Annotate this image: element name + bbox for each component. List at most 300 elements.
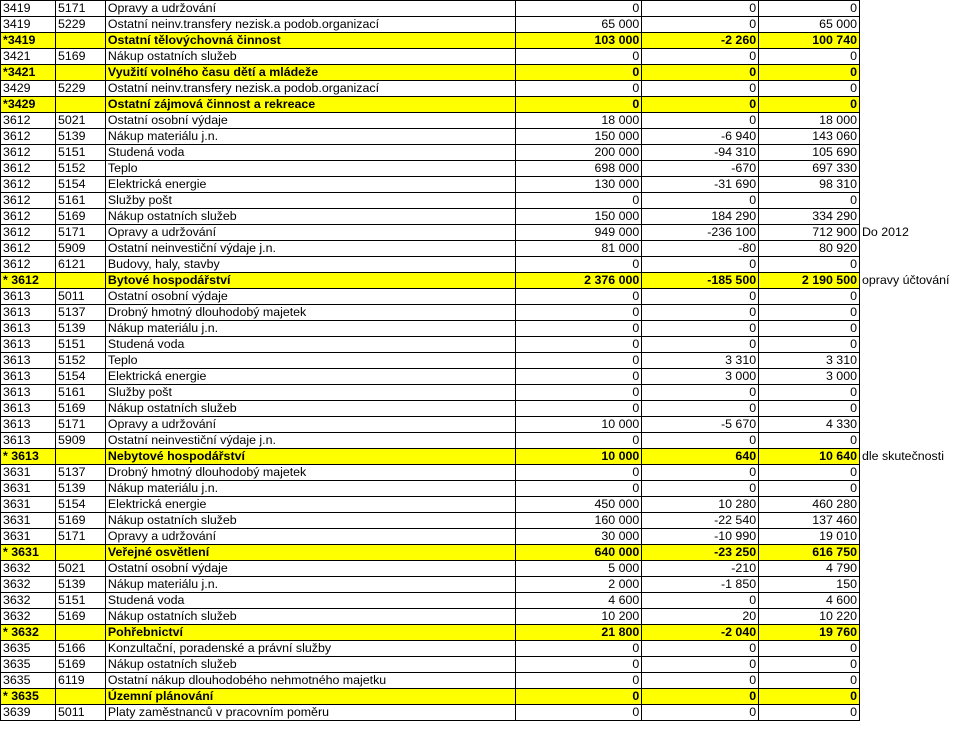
adjusted-budget-cell[interactable]: 0 bbox=[759, 465, 860, 481]
description-cell[interactable]: Ostatní neinv.transfery nezisk.a podob.organizací bbox=[105, 17, 515, 33]
change-cell[interactable]: 0 bbox=[642, 257, 759, 273]
description-cell[interactable]: Ostatní neinvestiční výdaje j.n. bbox=[105, 241, 515, 257]
change-cell[interactable]: 10 280 bbox=[642, 497, 759, 513]
item-code-cell[interactable]: 5151 bbox=[55, 593, 105, 609]
item-code-cell[interactable] bbox=[55, 625, 105, 641]
budget-cell[interactable]: 10 000 bbox=[515, 449, 642, 465]
description-cell[interactable]: Ostatní osobní výdaje bbox=[105, 289, 515, 305]
adjusted-budget-cell[interactable]: 65 000 bbox=[759, 17, 860, 33]
note-cell[interactable] bbox=[859, 369, 959, 385]
note-cell[interactable] bbox=[859, 49, 959, 65]
item-code-cell[interactable] bbox=[55, 65, 105, 81]
description-cell[interactable]: Nákup ostatních služeb bbox=[105, 401, 515, 417]
note-cell[interactable] bbox=[859, 545, 959, 561]
description-cell[interactable]: Pohřebnictví bbox=[105, 625, 515, 641]
description-cell[interactable]: Ostatní tělovýchovná činnost bbox=[105, 33, 515, 49]
adjusted-budget-cell[interactable]: 0 bbox=[759, 321, 860, 337]
description-cell[interactable]: Služby pošt bbox=[105, 193, 515, 209]
adjusted-budget-cell[interactable]: 80 920 bbox=[759, 241, 860, 257]
change-cell[interactable]: 0 bbox=[642, 673, 759, 689]
adjusted-budget-cell[interactable]: 0 bbox=[759, 97, 860, 113]
item-code-cell[interactable]: 5152 bbox=[55, 161, 105, 177]
budget-cell[interactable]: 0 bbox=[515, 337, 642, 353]
note-cell[interactable] bbox=[859, 177, 959, 193]
change-cell[interactable]: 20 bbox=[642, 609, 759, 625]
adjusted-budget-cell[interactable]: 98 310 bbox=[759, 177, 860, 193]
budget-cell[interactable]: 640 000 bbox=[515, 545, 642, 561]
budget-cell[interactable]: 30 000 bbox=[515, 529, 642, 545]
description-cell[interactable]: Elektrická energie bbox=[105, 177, 515, 193]
change-cell[interactable]: -670 bbox=[642, 161, 759, 177]
budget-cell[interactable]: 18 000 bbox=[515, 113, 642, 129]
budget-cell[interactable]: 0 bbox=[515, 369, 642, 385]
item-code-cell[interactable]: 5011 bbox=[55, 705, 105, 721]
change-cell[interactable]: -94 310 bbox=[642, 145, 759, 161]
adjusted-budget-cell[interactable]: 0 bbox=[759, 305, 860, 321]
note-cell[interactable] bbox=[859, 433, 959, 449]
note-cell[interactable] bbox=[859, 161, 959, 177]
note-cell[interactable] bbox=[859, 385, 959, 401]
budget-cell[interactable]: 4 600 bbox=[515, 593, 642, 609]
budget-cell[interactable]: 0 bbox=[515, 353, 642, 369]
note-cell[interactable] bbox=[859, 401, 959, 417]
budget-cell[interactable]: 0 bbox=[515, 49, 642, 65]
paragraph-code-cell[interactable]: *3419 bbox=[1, 33, 56, 49]
item-code-cell[interactable]: 5171 bbox=[55, 417, 105, 433]
change-cell[interactable]: -31 690 bbox=[642, 177, 759, 193]
paragraph-code-cell[interactable]: 3419 bbox=[1, 1, 56, 17]
description-cell[interactable]: Nákup materiálu j.n. bbox=[105, 321, 515, 337]
item-code-cell[interactable]: 5169 bbox=[55, 609, 105, 625]
change-cell[interactable]: -1 850 bbox=[642, 577, 759, 593]
change-cell[interactable]: 640 bbox=[642, 449, 759, 465]
paragraph-code-cell[interactable]: * 3613 bbox=[1, 449, 56, 465]
budget-cell[interactable]: 150 000 bbox=[515, 129, 642, 145]
note-cell[interactable] bbox=[859, 321, 959, 337]
change-cell[interactable]: -6 940 bbox=[642, 129, 759, 145]
note-cell[interactable] bbox=[859, 353, 959, 369]
budget-cell[interactable]: 150 000 bbox=[515, 209, 642, 225]
description-cell[interactable]: Konzultační, poradenské a právní služby bbox=[105, 641, 515, 657]
description-cell[interactable]: Studená voda bbox=[105, 145, 515, 161]
change-cell[interactable]: -5 670 bbox=[642, 417, 759, 433]
adjusted-budget-cell[interactable]: 4 790 bbox=[759, 561, 860, 577]
description-cell[interactable]: Využití volného času dětí a mládeže bbox=[105, 65, 515, 81]
budget-cell[interactable]: 160 000 bbox=[515, 513, 642, 529]
adjusted-budget-cell[interactable]: 100 740 bbox=[759, 33, 860, 49]
paragraph-code-cell[interactable]: 3419 bbox=[1, 17, 56, 33]
item-code-cell[interactable]: 5169 bbox=[55, 401, 105, 417]
budget-cell[interactable]: 130 000 bbox=[515, 177, 642, 193]
change-cell[interactable]: 0 bbox=[642, 289, 759, 305]
change-cell[interactable]: 0 bbox=[642, 305, 759, 321]
change-cell[interactable]: -210 bbox=[642, 561, 759, 577]
paragraph-code-cell[interactable]: * 3631 bbox=[1, 545, 56, 561]
paragraph-code-cell[interactable]: 3613 bbox=[1, 289, 56, 305]
note-cell[interactable] bbox=[859, 209, 959, 225]
budget-cell[interactable]: 0 bbox=[515, 289, 642, 305]
item-code-cell[interactable] bbox=[55, 545, 105, 561]
paragraph-code-cell[interactable]: 3612 bbox=[1, 161, 56, 177]
item-code-cell[interactable]: 5169 bbox=[55, 49, 105, 65]
change-cell[interactable]: 0 bbox=[642, 65, 759, 81]
budget-cell[interactable]: 0 bbox=[515, 97, 642, 113]
paragraph-code-cell[interactable]: 3613 bbox=[1, 433, 56, 449]
description-cell[interactable]: Elektrická energie bbox=[105, 369, 515, 385]
adjusted-budget-cell[interactable]: 0 bbox=[759, 193, 860, 209]
description-cell[interactable]: Ostatní zájmová činnost a rekreace bbox=[105, 97, 515, 113]
adjusted-budget-cell[interactable]: 616 750 bbox=[759, 545, 860, 561]
note-cell[interactable] bbox=[859, 241, 959, 257]
item-code-cell[interactable] bbox=[55, 273, 105, 289]
note-cell[interactable] bbox=[859, 417, 959, 433]
paragraph-code-cell[interactable]: 3612 bbox=[1, 209, 56, 225]
item-code-cell[interactable]: 5161 bbox=[55, 385, 105, 401]
paragraph-code-cell[interactable]: * 3635 bbox=[1, 689, 56, 705]
budget-cell[interactable]: 0 bbox=[515, 305, 642, 321]
adjusted-budget-cell[interactable]: 0 bbox=[759, 289, 860, 305]
item-code-cell[interactable]: 5139 bbox=[55, 481, 105, 497]
paragraph-code-cell[interactable]: *3421 bbox=[1, 65, 56, 81]
item-code-cell[interactable] bbox=[55, 97, 105, 113]
paragraph-code-cell[interactable]: 3613 bbox=[1, 353, 56, 369]
paragraph-code-cell[interactable]: 3613 bbox=[1, 337, 56, 353]
adjusted-budget-cell[interactable]: 0 bbox=[759, 401, 860, 417]
description-cell[interactable]: Služby pošt bbox=[105, 385, 515, 401]
budget-cell[interactable]: 103 000 bbox=[515, 33, 642, 49]
budget-cell[interactable]: 0 bbox=[515, 193, 642, 209]
description-cell[interactable]: Studená voda bbox=[105, 593, 515, 609]
adjusted-budget-cell[interactable]: 150 bbox=[759, 577, 860, 593]
budget-cell[interactable]: 0 bbox=[515, 641, 642, 657]
adjusted-budget-cell[interactable]: 0 bbox=[759, 689, 860, 705]
change-cell[interactable]: -22 540 bbox=[642, 513, 759, 529]
item-code-cell[interactable]: 5171 bbox=[55, 1, 105, 17]
budget-cell[interactable]: 0 bbox=[515, 657, 642, 673]
note-cell[interactable] bbox=[859, 145, 959, 161]
note-cell[interactable] bbox=[859, 657, 959, 673]
description-cell[interactable]: Drobný hmotný dlouhodobý majetek bbox=[105, 465, 515, 481]
item-code-cell[interactable]: 5137 bbox=[55, 305, 105, 321]
note-cell[interactable] bbox=[859, 81, 959, 97]
paragraph-code-cell[interactable]: 3613 bbox=[1, 369, 56, 385]
description-cell[interactable]: Územní plánování bbox=[105, 689, 515, 705]
note-cell[interactable] bbox=[859, 305, 959, 321]
budget-cell[interactable]: 0 bbox=[515, 65, 642, 81]
item-code-cell[interactable] bbox=[55, 689, 105, 705]
budget-cell[interactable]: 2 000 bbox=[515, 577, 642, 593]
paragraph-code-cell[interactable]: 3613 bbox=[1, 385, 56, 401]
adjusted-budget-cell[interactable]: 18 000 bbox=[759, 113, 860, 129]
paragraph-code-cell[interactable]: 3612 bbox=[1, 113, 56, 129]
paragraph-code-cell[interactable]: 3631 bbox=[1, 481, 56, 497]
description-cell[interactable]: Budovy, haly, stavby bbox=[105, 257, 515, 273]
note-cell[interactable] bbox=[859, 289, 959, 305]
budget-cell[interactable]: 200 000 bbox=[515, 145, 642, 161]
note-cell[interactable] bbox=[859, 497, 959, 513]
budget-cell[interactable]: 65 000 bbox=[515, 17, 642, 33]
description-cell[interactable]: Nákup ostatních služeb bbox=[105, 657, 515, 673]
note-cell[interactable] bbox=[859, 1, 959, 17]
note-cell[interactable] bbox=[859, 481, 959, 497]
adjusted-budget-cell[interactable]: 4 600 bbox=[759, 593, 860, 609]
change-cell[interactable]: -80 bbox=[642, 241, 759, 257]
budget-cell[interactable]: 0 bbox=[515, 689, 642, 705]
item-code-cell[interactable]: 5151 bbox=[55, 145, 105, 161]
budget-cell[interactable]: 949 000 bbox=[515, 225, 642, 241]
note-cell[interactable] bbox=[859, 673, 959, 689]
note-cell[interactable]: dle skutečnosti bbox=[861, 449, 944, 463]
description-cell[interactable]: Elektrická energie bbox=[105, 497, 515, 513]
budget-cell[interactable]: 0 bbox=[515, 1, 642, 17]
note-cell[interactable]: opravy účtování bbox=[861, 273, 950, 287]
change-cell[interactable]: 0 bbox=[642, 1, 759, 17]
change-cell[interactable]: -10 990 bbox=[642, 529, 759, 545]
item-code-cell[interactable]: 5169 bbox=[55, 209, 105, 225]
description-cell[interactable]: Ostatní neinvestiční výdaje j.n. bbox=[105, 433, 515, 449]
description-cell[interactable]: Platy zaměstnanců v pracovním poměru bbox=[105, 705, 515, 721]
change-cell[interactable]: 0 bbox=[642, 385, 759, 401]
paragraph-code-cell[interactable]: 3632 bbox=[1, 561, 56, 577]
description-cell[interactable]: Ostatní nákup dlouhodobého nehmotného majetku bbox=[105, 673, 515, 689]
change-cell[interactable]: 0 bbox=[642, 433, 759, 449]
description-cell[interactable]: Ostatní neinv.transfery nezisk.a podob.organizací bbox=[105, 81, 515, 97]
change-cell[interactable]: 3 310 bbox=[642, 353, 759, 369]
change-cell[interactable]: 0 bbox=[642, 705, 759, 721]
change-cell[interactable]: -236 100 bbox=[642, 225, 759, 241]
adjusted-budget-cell[interactable]: 0 bbox=[759, 257, 860, 273]
description-cell[interactable]: Nebytové hospodářství bbox=[105, 449, 515, 465]
budget-cell[interactable]: 0 bbox=[515, 385, 642, 401]
change-cell[interactable]: 0 bbox=[642, 81, 759, 97]
adjusted-budget-cell[interactable]: 2 190 500 bbox=[759, 273, 860, 289]
item-code-cell[interactable]: 5152 bbox=[55, 353, 105, 369]
description-cell[interactable]: Ostatní osobní výdaje bbox=[105, 561, 515, 577]
paragraph-code-cell[interactable]: 3635 bbox=[1, 657, 56, 673]
note-cell[interactable] bbox=[859, 641, 959, 657]
description-cell[interactable]: Nákup materiálu j.n. bbox=[105, 481, 515, 497]
adjusted-budget-cell[interactable]: 334 290 bbox=[759, 209, 860, 225]
paragraph-code-cell[interactable]: 3632 bbox=[1, 577, 56, 593]
item-code-cell[interactable] bbox=[55, 33, 105, 49]
change-cell[interactable]: 0 bbox=[642, 641, 759, 657]
paragraph-code-cell[interactable]: 3612 bbox=[1, 145, 56, 161]
adjusted-budget-cell[interactable]: 0 bbox=[759, 481, 860, 497]
adjusted-budget-cell[interactable]: 0 bbox=[759, 641, 860, 657]
paragraph-code-cell[interactable]: 3613 bbox=[1, 321, 56, 337]
budget-cell[interactable]: 21 800 bbox=[515, 625, 642, 641]
adjusted-budget-cell[interactable]: 712 900 bbox=[759, 225, 860, 241]
item-code-cell[interactable]: 5171 bbox=[55, 225, 105, 241]
item-code-cell[interactable]: 6121 bbox=[55, 257, 105, 273]
paragraph-code-cell[interactable]: 3612 bbox=[1, 241, 56, 257]
paragraph-code-cell[interactable]: 3612 bbox=[1, 129, 56, 145]
change-cell[interactable]: -2 260 bbox=[642, 33, 759, 49]
paragraph-code-cell[interactable]: 3612 bbox=[1, 177, 56, 193]
paragraph-code-cell[interactable]: 3429 bbox=[1, 81, 56, 97]
description-cell[interactable]: Opravy a udržování bbox=[105, 1, 515, 17]
item-code-cell[interactable]: 5229 bbox=[55, 17, 105, 33]
paragraph-code-cell[interactable]: 3612 bbox=[1, 193, 56, 209]
note-cell[interactable] bbox=[859, 625, 959, 641]
adjusted-budget-cell[interactable]: 0 bbox=[759, 385, 860, 401]
paragraph-code-cell[interactable]: 3613 bbox=[1, 305, 56, 321]
note-cell[interactable] bbox=[859, 609, 959, 625]
change-cell[interactable]: 0 bbox=[642, 113, 759, 129]
item-code-cell[interactable]: 5169 bbox=[55, 513, 105, 529]
item-code-cell[interactable]: 5139 bbox=[55, 129, 105, 145]
item-code-cell[interactable]: 5021 bbox=[55, 561, 105, 577]
note-cell[interactable] bbox=[859, 97, 959, 113]
description-cell[interactable]: Nákup ostatních služeb bbox=[105, 49, 515, 65]
change-cell[interactable]: 0 bbox=[642, 49, 759, 65]
paragraph-code-cell[interactable]: 3421 bbox=[1, 49, 56, 65]
note-cell[interactable] bbox=[859, 113, 959, 129]
adjusted-budget-cell[interactable]: 0 bbox=[759, 673, 860, 689]
change-cell[interactable]: 0 bbox=[642, 465, 759, 481]
budget-cell[interactable]: 10 200 bbox=[515, 609, 642, 625]
adjusted-budget-cell[interactable]: 0 bbox=[759, 65, 860, 81]
description-cell[interactable]: Drobný hmotný dlouhodobý majetek bbox=[105, 305, 515, 321]
item-code-cell[interactable]: 5909 bbox=[55, 433, 105, 449]
change-cell[interactable]: 0 bbox=[642, 321, 759, 337]
item-code-cell[interactable]: 5154 bbox=[55, 177, 105, 193]
note-cell[interactable]: Do 2012 bbox=[861, 225, 909, 239]
budget-cell[interactable]: 5 000 bbox=[515, 561, 642, 577]
budget-cell[interactable]: 2 376 000 bbox=[515, 273, 642, 289]
note-cell[interactable] bbox=[859, 705, 959, 721]
adjusted-budget-cell[interactable]: 137 460 bbox=[759, 513, 860, 529]
description-cell[interactable]: Veřejné osvětlení bbox=[105, 545, 515, 561]
description-cell[interactable]: Teplo bbox=[105, 353, 515, 369]
budget-cell[interactable]: 0 bbox=[515, 321, 642, 337]
paragraph-code-cell[interactable]: 3631 bbox=[1, 497, 56, 513]
adjusted-budget-cell[interactable]: 0 bbox=[759, 705, 860, 721]
change-cell[interactable]: 0 bbox=[642, 193, 759, 209]
paragraph-code-cell[interactable]: 3635 bbox=[1, 641, 56, 657]
budget-cell[interactable]: 450 000 bbox=[515, 497, 642, 513]
adjusted-budget-cell[interactable]: 10 640 bbox=[759, 449, 860, 465]
adjusted-budget-cell[interactable]: 0 bbox=[759, 49, 860, 65]
description-cell[interactable]: Opravy a udržování bbox=[105, 417, 515, 433]
adjusted-budget-cell[interactable]: 4 330 bbox=[759, 417, 860, 433]
item-code-cell[interactable] bbox=[55, 449, 105, 465]
adjusted-budget-cell[interactable]: 3 000 bbox=[759, 369, 860, 385]
paragraph-code-cell[interactable]: 3631 bbox=[1, 465, 56, 481]
budget-cell[interactable]: 10 000 bbox=[515, 417, 642, 433]
note-cell[interactable] bbox=[859, 593, 959, 609]
budget-cell[interactable]: 698 000 bbox=[515, 161, 642, 177]
item-code-cell[interactable]: 5137 bbox=[55, 465, 105, 481]
paragraph-code-cell[interactable]: *3429 bbox=[1, 97, 56, 113]
note-cell[interactable] bbox=[859, 465, 959, 481]
description-cell[interactable]: Nákup materiálu j.n. bbox=[105, 577, 515, 593]
description-cell[interactable]: Nákup ostatních služeb bbox=[105, 209, 515, 225]
budget-cell[interactable]: 0 bbox=[515, 81, 642, 97]
change-cell[interactable]: 0 bbox=[642, 689, 759, 705]
item-code-cell[interactable]: 5139 bbox=[55, 321, 105, 337]
item-code-cell[interactable]: 5021 bbox=[55, 113, 105, 129]
change-cell[interactable]: 0 bbox=[642, 97, 759, 113]
paragraph-code-cell[interactable]: 3635 bbox=[1, 673, 56, 689]
item-code-cell[interactable]: 5154 bbox=[55, 497, 105, 513]
change-cell[interactable]: 0 bbox=[642, 401, 759, 417]
description-cell[interactable]: Ostatní osobní výdaje bbox=[105, 113, 515, 129]
note-cell[interactable] bbox=[859, 193, 959, 209]
adjusted-budget-cell[interactable]: 0 bbox=[759, 81, 860, 97]
change-cell[interactable]: 0 bbox=[642, 593, 759, 609]
note-cell[interactable] bbox=[859, 689, 959, 705]
adjusted-budget-cell[interactable]: 105 690 bbox=[759, 145, 860, 161]
item-code-cell[interactable]: 5151 bbox=[55, 337, 105, 353]
adjusted-budget-cell[interactable]: 143 060 bbox=[759, 129, 860, 145]
item-code-cell[interactable]: 5229 bbox=[55, 81, 105, 97]
paragraph-code-cell[interactable]: 3631 bbox=[1, 513, 56, 529]
paragraph-code-cell[interactable]: 3631 bbox=[1, 529, 56, 545]
change-cell[interactable]: 0 bbox=[642, 17, 759, 33]
change-cell[interactable]: 0 bbox=[642, 481, 759, 497]
budget-cell[interactable]: 81 000 bbox=[515, 241, 642, 257]
budget-cell[interactable]: 0 bbox=[515, 705, 642, 721]
adjusted-budget-cell[interactable]: 19 760 bbox=[759, 625, 860, 641]
note-cell[interactable] bbox=[859, 577, 959, 593]
note-cell[interactable] bbox=[859, 529, 959, 545]
item-code-cell[interactable]: 5154 bbox=[55, 369, 105, 385]
change-cell[interactable]: 0 bbox=[642, 657, 759, 673]
change-cell[interactable]: -2 040 bbox=[642, 625, 759, 641]
item-code-cell[interactable]: 6119 bbox=[55, 673, 105, 689]
note-cell[interactable] bbox=[859, 17, 959, 33]
note-cell[interactable] bbox=[859, 65, 959, 81]
paragraph-code-cell[interactable]: 3639 bbox=[1, 705, 56, 721]
item-code-cell[interactable]: 5139 bbox=[55, 577, 105, 593]
paragraph-code-cell[interactable]: 3632 bbox=[1, 609, 56, 625]
budget-cell[interactable]: 0 bbox=[515, 673, 642, 689]
note-cell[interactable] bbox=[859, 513, 959, 529]
adjusted-budget-cell[interactable]: 0 bbox=[759, 433, 860, 449]
paragraph-code-cell[interactable]: * 3612 bbox=[1, 273, 56, 289]
paragraph-code-cell[interactable]: 3612 bbox=[1, 257, 56, 273]
adjusted-budget-cell[interactable]: 697 330 bbox=[759, 161, 860, 177]
description-cell[interactable]: Teplo bbox=[105, 161, 515, 177]
budget-cell[interactable]: 0 bbox=[515, 465, 642, 481]
adjusted-budget-cell[interactable]: 0 bbox=[759, 657, 860, 673]
paragraph-code-cell[interactable]: 3613 bbox=[1, 401, 56, 417]
description-cell[interactable]: Nákup ostatních služeb bbox=[105, 609, 515, 625]
budget-cell[interactable]: 0 bbox=[515, 257, 642, 273]
item-code-cell[interactable]: 5909 bbox=[55, 241, 105, 257]
description-cell[interactable]: Nákup materiálu j.n. bbox=[105, 129, 515, 145]
change-cell[interactable]: -23 250 bbox=[642, 545, 759, 561]
budget-cell[interactable]: 0 bbox=[515, 401, 642, 417]
adjusted-budget-cell[interactable]: 3 310 bbox=[759, 353, 860, 369]
change-cell[interactable]: 0 bbox=[642, 337, 759, 353]
change-cell[interactable]: -185 500 bbox=[642, 273, 759, 289]
adjusted-budget-cell[interactable]: 0 bbox=[759, 337, 860, 353]
note-cell[interactable] bbox=[859, 337, 959, 353]
note-cell[interactable] bbox=[859, 129, 959, 145]
paragraph-code-cell[interactable]: 3612 bbox=[1, 225, 56, 241]
note-cell[interactable] bbox=[859, 257, 959, 273]
paragraph-code-cell[interactable]: * 3632 bbox=[1, 625, 56, 641]
note-cell[interactable] bbox=[859, 561, 959, 577]
item-code-cell[interactable]: 5171 bbox=[55, 529, 105, 545]
paragraph-code-cell[interactable]: 3632 bbox=[1, 593, 56, 609]
adjusted-budget-cell[interactable]: 10 220 bbox=[759, 609, 860, 625]
adjusted-budget-cell[interactable]: 19 010 bbox=[759, 529, 860, 545]
item-code-cell[interactable]: 5161 bbox=[55, 193, 105, 209]
adjusted-budget-cell[interactable]: 460 280 bbox=[759, 497, 860, 513]
